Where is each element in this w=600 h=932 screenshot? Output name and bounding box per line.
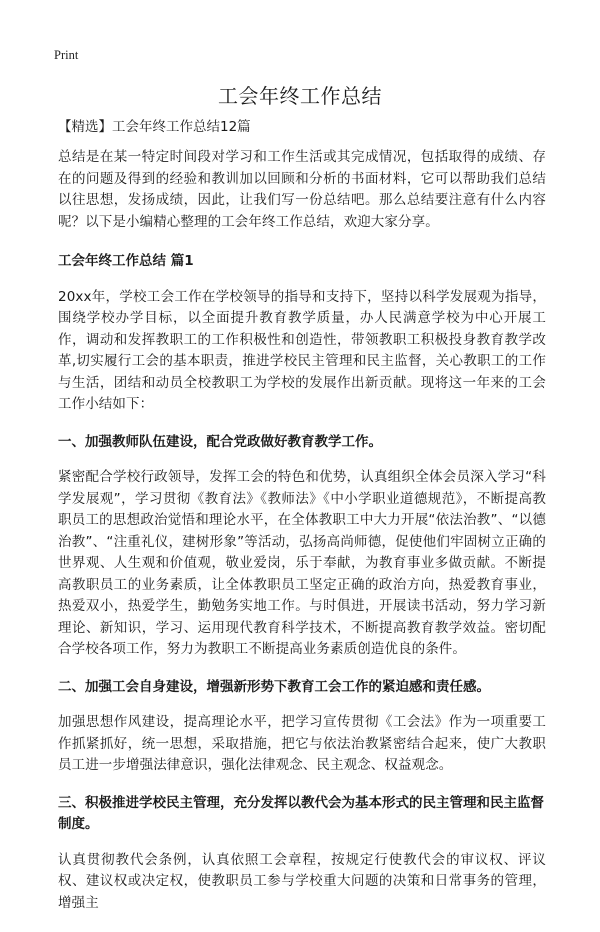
section-3-heading: 三、积极推进学校民主管理，充分发挥以教代会为基本形式的民主管理和民主监督制度。: [58, 794, 544, 832]
print-link[interactable]: Print: [54, 48, 79, 62]
document-subtitle: 【精选】工会年终工作总结12篇: [58, 119, 251, 135]
piece-heading: 工会年终工作总结 篇1: [58, 253, 194, 269]
section-3-body: 认真贯彻教代会条例，认真依照工会章程，按规定行使教代会的审议权、评议权、建议权或决定权，使教职员工参与学校重大问题的决策和日常事务的管理，增强主: [58, 851, 546, 911]
page-title: 工会年终工作总结: [218, 84, 382, 108]
intro-paragraph: 总结是在某一特定时间段对学习和工作生活或其完成情况，包括取得的成绩、存在的问题及得到的经验和教训加以回顾和分析的书面材料，它可以帮助我们总结以往思想，发扬成绩，因此，让我们写一份总结吧。那么总结要注意有什么内容呢？以下是小编精心整理的工会年终工作总结，欢迎大家分享。: [58, 149, 546, 230]
section-2-body: 加强思想作风建设，提高理论水平，把学习宣传贯彻《工会法》作为一项重要工作抓紧抓好，统一思想，采取措施，把它与依法治教紧密结合起来，使广大教职员工进一步增强法律意识，强化法律观念、民主观念、权益观念。: [58, 714, 546, 773]
section-1-body: 紧密配合学校行政领导，发挥工会的特色和优势，认真组织全体会员深入学习“科学发展观”，学习贯彻《教育法》《教师法》《中小学职业道德规范》，不断提高教职员工的思想政治觉悟和理论水平，在全体教职工中大力开展“依法治教”、“以德治教”、“注重礼仪，建树形象”等活动，弘扬高尚师德，促使他们牢固树立正确的世界观、人生观和价值观，敬业爱岗，乐于奉献，为教育事业多做贡献。不断提高教职员工的业务素质，让全体教职员工坚定正确的政治方向，热爱教育事业，热爱双小，热爱学生，勤勉务实地工作。与时俱进，开展读书活动，努力学习新理论、新知识，学习、运用现代教育科学技术，不断提高教育教学效益。密切配合学校各项工作，努力为教职工不断提高业务素质创造优良的条件。: [58, 469, 546, 657]
section-2-heading: 二、加强工会自身建设，增强新形势下教育工会工作的紧迫感和责任感。: [58, 678, 490, 695]
section-1-heading: 一、加强教师队伍建设，配合党政做好教育教学工作。: [58, 433, 382, 450]
piece-intro-paragraph: 20xx年，学校工会工作在学校领导的指导和支持下，坚持以科学发展观为指导，围绕学校办学目标，以全面提升教育教学质量，办人民满意学校为中心开展工作，调动和发挥教职工的工作积极性和创造性，带领教职工积极投身教育教学改革,切实履行工会的基本职责，推进学校民主管理和民主监督，关心教职工的工作与生活，团结和动员全校教职工为学校的发展作出新贡献。现将这一年来的工会工作小结如下：: [58, 288, 546, 412]
document-content: [58, 118, 546, 932]
